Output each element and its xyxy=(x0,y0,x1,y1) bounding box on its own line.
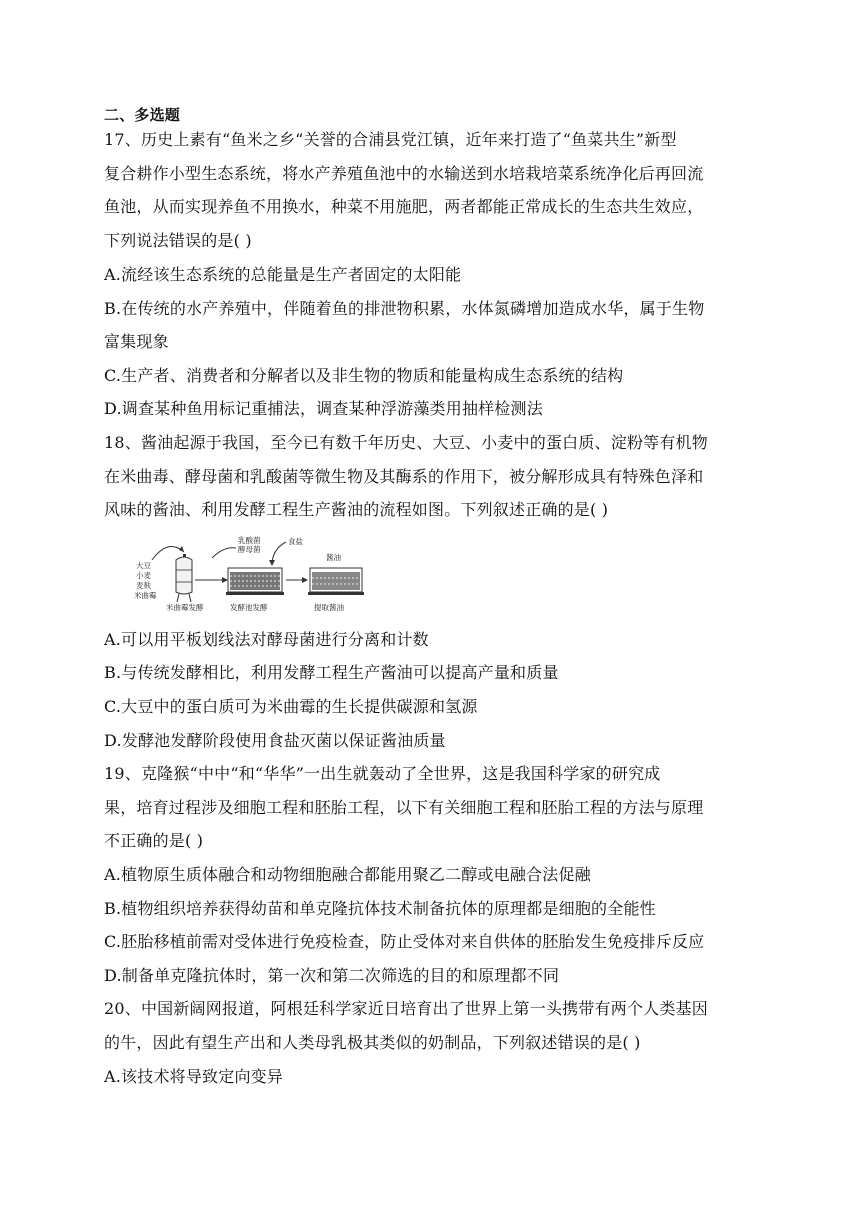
option-b: B.植物组织培养获得幼苗和单克隆抗体技术制备抗体的原理都是细胞的全能性 xyxy=(104,899,656,918)
figure-stage-label: 米曲霉发酵 xyxy=(166,603,204,612)
flow-arrow xyxy=(272,542,286,562)
option-a: A.可以用平板划线法对酵母菌进行分离和计数 xyxy=(104,630,429,649)
question-text-line: 19、克隆猴“中中“和“华华”一出生就轰动了全世界，这是我国科学家的研究成 xyxy=(104,764,661,783)
soy-sauce-process-figure xyxy=(132,534,372,616)
arrow-head xyxy=(222,577,228,583)
option-a: A.该技术将导致定向变异 xyxy=(104,1067,284,1086)
figure-input-label: 大豆 xyxy=(136,561,151,570)
option-a: A.植物原生质体融合和动物细胞融合都能用聚乙二醇或电融合法促融 xyxy=(104,865,591,884)
figure-product-label: 酱油 xyxy=(326,553,341,562)
question-text-line: 17、历史上素有“鱼米之乡“关誉的合浦县党江镇，近年来打造了“鱼菜共生”新型 xyxy=(104,130,677,149)
question-text-line: 20、中国新阔网报道，阿根廷科学家近日培育出了世界上第一头携带有两个人类基因 xyxy=(104,999,708,1018)
question-text-line: 鱼池，从而实现养鱼不用换水，种菜不用施肥，两者都能正常成长的生态共生效应， xyxy=(104,197,704,216)
figure-stage-label: 发酵池发酵 xyxy=(230,603,268,612)
arrow-head xyxy=(269,560,275,566)
option-b: B.在传统的水产养殖中，伴随着鱼的排泄物积累，水体氮磷增加造成水华，属于生物 xyxy=(104,299,705,318)
figure-microbe-label: 乳酸菌 xyxy=(238,536,261,545)
fermenter-tank-icon xyxy=(176,554,192,602)
question-text-line: 不正确的是( ) xyxy=(104,831,204,850)
figure-input-label: 米曲霉 xyxy=(134,591,157,600)
flow-arrow xyxy=(212,548,236,558)
arrow-head xyxy=(302,577,308,583)
question-text-line: 复合耕作小型生态系统，将水产养殖鱼池中的水输送到水培栽培菜系统净化后再回流 xyxy=(104,164,704,183)
figure-input-label: 小麦 xyxy=(136,571,151,580)
option-c: C.生产者、消费者和分解者以及非生物的物质和能量构成生态系统的结构 xyxy=(104,366,624,385)
figure-stage-label: 提取酱油 xyxy=(314,603,344,612)
extraction-tank-icon xyxy=(308,568,364,595)
option-a: A.流经该生态系统的总能量是生产者固定的太阳能 xyxy=(104,265,462,284)
question-text-line: 18、酱油起源于我国，至今已有数千年历史、大豆、小麦中的蛋白质、淀粉等有机物 xyxy=(104,433,708,452)
option-b: B.与传统发酵相比，利用发酵工程生产酱油可以提高产量和质量 xyxy=(104,663,559,682)
option-c: C.大豆中的蛋白质可为米曲霉的生长提供碳源和氢源 xyxy=(104,697,478,716)
question-text-line: 的牛，因此有望生产出和人类母乳极其类似的奶制品，下列叙述错误的是( ) xyxy=(104,1033,641,1052)
option-b-continued: 富集现象 xyxy=(104,332,169,351)
question-text-line: 果，培育过程涉及细胞工程和胚胎工程，以下有关细胞工程和胚胎工程的方法与原理 xyxy=(104,798,704,817)
figure-microbe-label: 酵母菌 xyxy=(238,545,261,554)
figure-salt-label: 食盐 xyxy=(288,537,303,546)
section-title: 二、多选题 xyxy=(104,106,181,124)
question-text-line: 风味的酱油、利用发酵工程生产酱油的流程如图。下列叙述正确的是( ) xyxy=(104,500,609,519)
option-d: D.制备单克隆抗体时，第一次和第二次筛选的目的和原理都不同 xyxy=(104,966,560,985)
fermentation-pool-icon xyxy=(226,568,284,595)
option-d: D.发酵池发酵阶段使用食盐灭菌以保证酱油质量 xyxy=(104,731,446,750)
option-c: C.胚胎移植前需对受体进行免疫检查，防止受体对来自供体的胚胎发生免疫排斥反应 xyxy=(104,932,705,951)
question-text-line: 下列说法错误的是( ) xyxy=(104,231,252,250)
arrow-head xyxy=(179,546,184,552)
figure-input-label: 麦麸 xyxy=(136,581,151,590)
question-text-line: 在米曲毒、酵母菌和乳酸菌等微生物及其酶系的作用下，被分解形成具有特殊色泽和 xyxy=(104,467,704,486)
option-d: D.调查某种鱼用标记重捕法，调查某种浮游藻类用抽样检测法 xyxy=(104,399,543,418)
